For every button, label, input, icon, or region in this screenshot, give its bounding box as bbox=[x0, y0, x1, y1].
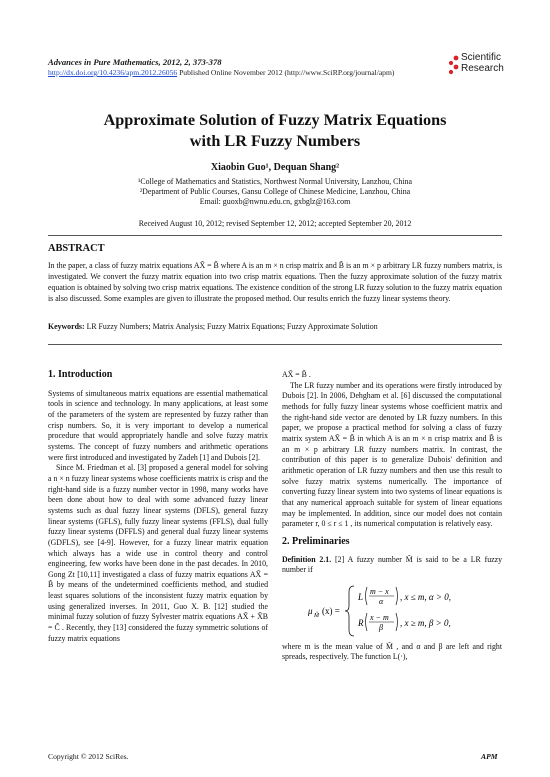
formula-L: L bbox=[358, 591, 364, 602]
keywords bbox=[48, 322, 502, 331]
intro-paragraph-2: Since M. Friedman et al. [3] proposed a general model for solving a n × n fuzzy linear systems whose coefficients matrix is crisp and the right-hand side is a fuzzy number vector in 1998, many works have been done about how to deal with some advanced fuzzy linear systems such as dual fuzzy linear systems (DFLS), general fuzzy linear systems (GFLS), fully fuzzy linear systems (FFLS), dual fully fuzzy linear systems (DFFLS) and general dual fuzzy linear systems (GDFLS), see [4-9]. However, for a fuzzy linear matrix equation which always has a wide use in control theory and control engineering, few works have been done in the past decades. In 2010, Gong Zt [10,11] investigated a class of fuzzy matrix equations AX̃ = B̃ by means of the undetermined coefficients method, and studied least squares solutions of the inconsistent fuzzy matrix equation by using generalized inverses. In 2011, Guo X. B. [12] studied the minimal fuzzy solution of fuzzy Sylvester matrix equations AX̃ + X̃B = C̃ . Recently, they [13] considered the fuzzy symmetric solutions of fuzzy matrix equations bbox=[48, 463, 268, 643]
title-line-2: with LR Fuzzy Numbers bbox=[189, 132, 361, 150]
abstract-text: In the paper, a class of fuzzy matrix equations AX̃ = B̃ where A is an m × n crisp matrix and B̃ is an m × p arbitrary LR fuzzy numbers matrix, is investigated. We convert the fuzzy matrix equation into two crisp matrix equations. Then the fuzzy approximate solution of the fuzzy matrix equation is obtained by solving two crisp matrix equations. The existence condition of the strong LR fuzzy solution to the fuzzy matrix equation is also discussed. Some examples are given to illustrate the proposed method. Our results enrich the fuzzy linear systems theory. bbox=[48, 261, 502, 303]
journal-abbreviation: APM bbox=[481, 752, 498, 761]
journal-header: Advances in Pure Mathematics, 2012, 2, 373-378 bbox=[48, 57, 222, 67]
formula-mu-sub: M̃ bbox=[314, 612, 319, 619]
formula-graphic bbox=[282, 582, 502, 640]
publisher-logo bbox=[447, 52, 507, 86]
divider-top bbox=[48, 235, 502, 236]
left-column bbox=[48, 370, 268, 644]
formula-row1-den: α bbox=[379, 596, 384, 606]
title-line-1: Approximate Solution of Fuzzy Matrix Equations bbox=[103, 111, 447, 129]
definition-label: Definition 2.1. bbox=[282, 554, 332, 564]
doi-link[interactable]: http://dx.doi.org/10.4236/apm.2012.26056 bbox=[48, 68, 178, 77]
divider-bottom bbox=[48, 344, 502, 345]
published-note: Published Online November 2012 (http://www.SciRP.org/journal/apm) bbox=[177, 68, 395, 77]
formula-R: R bbox=[358, 617, 364, 628]
affiliation-2: ²Department of Public Courses, Gansu College of Chinese Medicine, Lanzhou, China bbox=[139, 187, 411, 197]
affiliations bbox=[0, 177, 550, 208]
affiliation-1: ¹College of Mathematics and Statistics, Northwest Normal University, Lanzhou, China bbox=[137, 177, 413, 186]
formula-row1-cond: , x ≤ m, α > 0, bbox=[400, 591, 451, 602]
preliminaries-heading: 2. Preliminaries bbox=[282, 535, 350, 547]
keywords-list: LR Fuzzy Numbers; Matrix Analysis; Fuzzy Matrix Equations; Fuzzy Approximate Solution bbox=[84, 322, 378, 331]
formula-row2-den: β bbox=[379, 622, 383, 632]
formula-mu: μ bbox=[308, 605, 313, 616]
formula-row2-cond: , x ≥ m, β > 0, bbox=[400, 617, 451, 628]
received-dates: Received August 10, 2012; revised September 12, 2012; accepted September 20, 2012 bbox=[138, 219, 412, 228]
formula-row1-num: m − x bbox=[370, 586, 389, 596]
logo-mark-icon bbox=[447, 54, 461, 76]
authors: Xiaobin Guo¹, Dequan Shang² bbox=[210, 162, 340, 173]
keywords-label: Keywords: bbox=[48, 322, 85, 331]
formula-lhs-arg: (x) = bbox=[322, 605, 340, 616]
abstract-heading: ABSTRACT bbox=[48, 243, 105, 254]
intro-paragraph-3: The LR fuzzy number and its operations were firstly introduced by Dubois [2]. In 2006, Dehgham et al. [6] discussed the computational methods for fully fuzzy linear systems whose coefficient matrix and the right-hand side vector are denoted by LR fuzzy numbers. In this paper, we propose a practical method for solving a class of fuzzy matrix system AX̃ = B̃ in which A is an m × n crisp matrix and B̃ is an m × p arbitrary LR fuzzy numbers matrix. In contrast, the contribution of this paper is to generalize Dubois' definition and arithmetic operation of LR fuzzy numbers and then use this result to solve fuzzy matrix systems numerically. The importance of converting fuzzy linear system into two systems of linear equations is that any numerical approach suitable for system of linear equations may be implemented. In addition, since our model does not contain parameter r, 0 ≤ r ≤ 1 , its numerical computation is relatively easy. bbox=[282, 380, 502, 529]
continued-equation: AX̃ = B̃ . bbox=[282, 370, 311, 379]
definition-2-1 bbox=[282, 555, 502, 576]
formula-row2-num: x − m bbox=[370, 612, 389, 622]
author-emails: Email: guoxb@nwnu.edu.cn, gxbglz@163.com bbox=[199, 197, 351, 207]
definition-continuation: where m is the mean value of M̃ , and α and β are left and right spreads, respectively. The function L(·), bbox=[282, 641, 502, 662]
membership-formula bbox=[282, 582, 502, 640]
right-column bbox=[282, 370, 502, 663]
copyright: Copyright © 2012 SciRes. bbox=[48, 752, 129, 761]
paper-title bbox=[0, 110, 550, 152]
definition-text: [2] A fuzzy number M̃ is said to be a LR fuzzy number if bbox=[282, 554, 503, 575]
intro-paragraph-1: Systems of simultaneous matrix equations are essential mathematical tools in science and technology. In many applications, at least some of the parameters of the system are represented by fuzzy rather than crisp numbers. So, it is very important to develop a numerical procedure that would appropriately handle and solve fuzzy matrix systems. The concept of fuzzy numbers and arithmetic operations were first introduced and investigated by Zadeh [1] and Dubois [2]. bbox=[48, 388, 268, 462]
logo-line-1: Scientific bbox=[461, 52, 502, 63]
intro-heading: 1. Introduction bbox=[48, 369, 113, 380]
doi-line bbox=[48, 68, 394, 77]
logo-line-2: Research bbox=[461, 63, 504, 74]
